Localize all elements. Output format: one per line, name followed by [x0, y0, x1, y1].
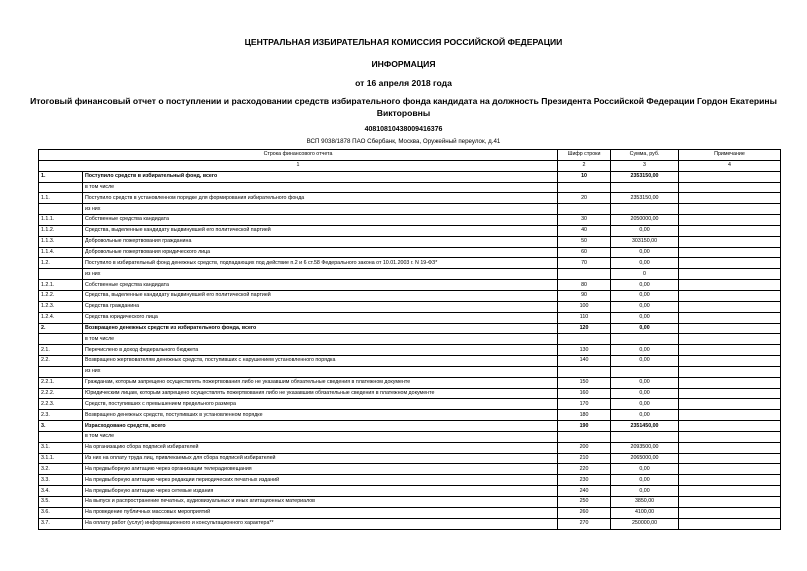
row-label: Средства, выделенные кандидату выдвинувшей его политической партией: [83, 290, 558, 301]
row-note: [679, 236, 781, 247]
row-label: Собственные средства кандидата: [83, 215, 558, 226]
table-row: [39, 269, 781, 280]
row-label: Перечислено в доход федерального бюджета: [83, 345, 558, 356]
row-amount: 0,00: [611, 247, 679, 258]
row-label: Возвращено денежных средств из избирательного фонда, всего: [83, 323, 558, 334]
row-note: [679, 388, 781, 399]
table-row: [39, 497, 781, 508]
row-code: 40: [558, 225, 611, 236]
table-row: [39, 356, 781, 367]
table-row: [39, 431, 781, 442]
account-number: 40810810438009416376: [364, 126, 443, 133]
row-amount: 303150,00: [611, 236, 679, 247]
row-code: 110: [558, 312, 611, 323]
table-row: [39, 280, 781, 291]
row-label: На проведение публичных массовых мероприятий: [83, 507, 558, 518]
row-amount: [611, 366, 679, 377]
table-row: [39, 215, 781, 226]
financial-report-table: [38, 149, 781, 530]
row-number: 1.2.2.: [39, 290, 83, 301]
row-number: 1.1.3.: [39, 236, 83, 247]
row-note: [679, 204, 781, 215]
row-amount: 0,00: [611, 410, 679, 421]
table-row: [39, 323, 781, 334]
row-number: 3.1.: [39, 442, 83, 453]
table-row: [39, 388, 781, 399]
row-amount: 2050000,00: [611, 215, 679, 226]
row-code: 240: [558, 486, 611, 497]
row-number: 3.2.: [39, 464, 83, 475]
row-number: 1.1.4.: [39, 247, 83, 258]
row-amount: [611, 182, 679, 193]
row-label: На предвыборную агитацию через организации телерадиовещания: [83, 464, 558, 475]
row-code: 70: [558, 258, 611, 269]
doc-date: от 16 апреля 2018 года: [355, 78, 452, 88]
row-label: Поступило в избирательный фонд денежных средств, подпадающих под действие п.2 и 6 ст.58 Федерального закона от 10.01.2003 г. N 19-ФЗ*: [83, 258, 558, 269]
row-number: 3.3.: [39, 475, 83, 486]
row-note: [679, 225, 781, 236]
row-amount: 0,00: [611, 258, 679, 269]
row-amount: 0,00: [611, 301, 679, 312]
row-note: [679, 442, 781, 453]
row-amount: 2351450,00: [611, 421, 679, 432]
row-note: [679, 290, 781, 301]
row-amount: 0,00: [611, 290, 679, 301]
row-code: 220: [558, 464, 611, 475]
row-note: [679, 215, 781, 226]
row-note: [679, 497, 781, 508]
row-amount: 2065000,00: [611, 453, 679, 464]
row-note: [679, 475, 781, 486]
row-code: 230: [558, 475, 611, 486]
table-row: [39, 312, 781, 323]
row-note: [679, 312, 781, 323]
bank-branch: ВСП 9038/1878 ПАО Сбербанк, Москва, Оружейный переулок, д.41: [306, 138, 501, 145]
row-number: 2.2.1.: [39, 377, 83, 388]
row-code: 190: [558, 421, 611, 432]
row-number: 3.7.: [39, 518, 83, 529]
row-note: [679, 269, 781, 280]
row-code: 140: [558, 356, 611, 367]
row-amount: 0: [611, 269, 679, 280]
row-label: Добровольные пожертвования юридического лица: [83, 247, 558, 258]
row-note: [679, 334, 781, 345]
row-label: Юридическим лицам, которым запрещено осуществлять пожертвования либо не указавшим обязательные сведения в платежном документе: [83, 388, 558, 399]
table-row: [39, 486, 781, 497]
row-number: 3.4.: [39, 486, 83, 497]
row-code: 80: [558, 280, 611, 291]
table-row: [39, 475, 781, 486]
row-label: Собственные средства кандидата: [83, 280, 558, 291]
row-amount: 0,00: [611, 377, 679, 388]
row-label: Возвращено денежных средств, поступивших в установленном порядке: [83, 410, 558, 421]
row-label: Из них на оплату труда лиц, привлекаемых для сбора подписей избирателей: [83, 453, 558, 464]
row-label: Средства юридического лица: [83, 312, 558, 323]
row-note: [679, 247, 781, 258]
table-row: [39, 366, 781, 377]
row-note: [679, 280, 781, 291]
row-label: На организацию сбора подписей избирателей: [83, 442, 558, 453]
row-number: [39, 431, 83, 442]
table-row: [39, 345, 781, 356]
row-label: из них: [83, 204, 558, 215]
row-number: 2.3.: [39, 410, 83, 421]
row-note: [679, 258, 781, 269]
row-note: [679, 518, 781, 529]
row-amount: [611, 204, 679, 215]
column-header: Примечание: [679, 150, 781, 161]
table-row: [39, 204, 781, 215]
row-note: [679, 399, 781, 410]
column-number: 2: [558, 160, 611, 171]
column-number: 1: [39, 160, 558, 171]
row-label: На предвыборную агитацию через сетевые издания: [83, 486, 558, 497]
row-note: [679, 323, 781, 334]
row-number: [39, 182, 83, 193]
row-code: 50: [558, 236, 611, 247]
column-number: 4: [679, 160, 781, 171]
row-number: [39, 366, 83, 377]
table-row: [39, 442, 781, 453]
row-note: [679, 507, 781, 518]
row-number: 3.6.: [39, 507, 83, 518]
row-amount: 0,00: [611, 486, 679, 497]
row-code: [558, 366, 611, 377]
row-label: Израсходовано средств, всего: [83, 421, 558, 432]
table-row: [39, 290, 781, 301]
table-row: [39, 464, 781, 475]
row-label: На оплату работ (услуг) информационного и консультационного характера**: [83, 518, 558, 529]
table-header-row: [39, 150, 781, 161]
row-code: 10: [558, 171, 611, 182]
table-row: [39, 236, 781, 247]
row-amount: 0,00: [611, 312, 679, 323]
report-title: Итоговый финансовый отчет о поступлении и расходовании средств избирательного фонда кандидата на должность Президента Российской Федерации Гордон Екатерины Викторовны: [30, 96, 777, 118]
row-note: [679, 410, 781, 421]
table-row: [39, 171, 781, 182]
row-note: [679, 193, 781, 204]
row-amount: 2353150,00: [611, 171, 679, 182]
row-code: 60: [558, 247, 611, 258]
row-note: [679, 301, 781, 312]
row-amount: 0,00: [611, 464, 679, 475]
row-amount: [611, 431, 679, 442]
table-row: [39, 377, 781, 388]
table-row: [39, 193, 781, 204]
row-code: 260: [558, 507, 611, 518]
row-label: Возвращено жертвователям денежных средств, поступивших с нарушением установленного порядка: [83, 356, 558, 367]
column-header: Строка финансового отчета: [39, 150, 558, 161]
row-amount: 0,00: [611, 356, 679, 367]
row-amount: 0,00: [611, 475, 679, 486]
row-number: 3.5.: [39, 497, 83, 508]
row-label: Поступило средств в избирательный фонд, всего: [83, 171, 558, 182]
row-amount: 0,00: [611, 399, 679, 410]
table-row: [39, 507, 781, 518]
row-number: 1.2.1.: [39, 280, 83, 291]
row-number: 2.: [39, 323, 83, 334]
row-number: 1.1.: [39, 193, 83, 204]
row-code: 210: [558, 453, 611, 464]
row-note: [679, 182, 781, 193]
row-label: На предвыборную агитацию через редакции периодических печатных изданий: [83, 475, 558, 486]
row-amount: 0,00: [611, 323, 679, 334]
row-label: Добровольные пожертвования гражданина: [83, 236, 558, 247]
row-label: из них: [83, 269, 558, 280]
row-code: 270: [558, 518, 611, 529]
row-number: 1.1.2.: [39, 225, 83, 236]
row-note: [679, 345, 781, 356]
row-note: [679, 421, 781, 432]
table-row: [39, 399, 781, 410]
table-row: [39, 258, 781, 269]
table-row: [39, 247, 781, 258]
row-label: в том числе: [83, 431, 558, 442]
row-code: 20: [558, 193, 611, 204]
row-number: [39, 204, 83, 215]
row-note: [679, 453, 781, 464]
row-note: [679, 464, 781, 475]
row-code: 130: [558, 345, 611, 356]
row-amount: 0,00: [611, 280, 679, 291]
row-number: 1.2.4.: [39, 312, 83, 323]
row-code: 120: [558, 323, 611, 334]
row-note: [679, 431, 781, 442]
row-label: из них: [83, 366, 558, 377]
row-amount: 0,00: [611, 225, 679, 236]
row-code: 30: [558, 215, 611, 226]
column-number-row: [39, 160, 781, 171]
row-code: 250: [558, 497, 611, 508]
table-row: [39, 453, 781, 464]
row-amount: [611, 334, 679, 345]
row-number: 2.1.: [39, 345, 83, 356]
row-code: 160: [558, 388, 611, 399]
row-number: 1.2.: [39, 258, 83, 269]
row-code: [558, 269, 611, 280]
row-amount: 2353150,00: [611, 193, 679, 204]
table-row: [39, 421, 781, 432]
row-number: 1.: [39, 171, 83, 182]
row-label: Средств, поступивших с превышением предельного размера: [83, 399, 558, 410]
row-amount: 0,00: [611, 345, 679, 356]
row-code: 150: [558, 377, 611, 388]
column-header: Сумма, руб.: [611, 150, 679, 161]
row-amount: 4100,00: [611, 507, 679, 518]
row-number: [39, 269, 83, 280]
row-number: 2.2.3.: [39, 399, 83, 410]
column-number: 3: [611, 160, 679, 171]
row-label: Поступило средств в установленном порядке для формирования избирательного фонда: [83, 193, 558, 204]
row-note: [679, 377, 781, 388]
row-number: 1.1.1.: [39, 215, 83, 226]
row-number: 2.2.: [39, 356, 83, 367]
doc-type: ИНФОРМАЦИЯ: [371, 59, 436, 69]
row-code: 170: [558, 399, 611, 410]
row-label: Средства, выделенные кандидату выдвинувшей его политической партией: [83, 225, 558, 236]
row-code: 90: [558, 290, 611, 301]
table-row: [39, 225, 781, 236]
row-label: в том числе: [83, 334, 558, 345]
row-code: 100: [558, 301, 611, 312]
row-number: [39, 334, 83, 345]
row-amount: 0,00: [611, 388, 679, 399]
row-label: Средства гражданина: [83, 301, 558, 312]
row-label: На выпуск и распространение печатных, аудиовизуальных и иных агитационных материалов: [83, 497, 558, 508]
row-note: [679, 486, 781, 497]
row-code: [558, 204, 611, 215]
table-row: [39, 182, 781, 193]
row-number: 2.2.2.: [39, 388, 83, 399]
row-amount: 250000,00: [611, 518, 679, 529]
row-number: 3.: [39, 421, 83, 432]
row-note: [679, 356, 781, 367]
row-label: Гражданам, которым запрещено осуществлять пожертвования либо не указавшим обязательные сведения в платежном документе: [83, 377, 558, 388]
table-row: [39, 410, 781, 421]
row-amount: 3850,00: [611, 497, 679, 508]
table-row: [39, 518, 781, 529]
row-code: [558, 334, 611, 345]
org-title: ЦЕНТРАЛЬНАЯ ИЗБИРАТЕЛЬНАЯ КОМИССИЯ РОССИЙСКОЙ ФЕДЕРАЦИИ: [244, 37, 563, 47]
column-header: Шифр строки: [558, 150, 611, 161]
row-number: 3.1.1.: [39, 453, 83, 464]
row-amount: 2093500,00: [611, 442, 679, 453]
row-code: 180: [558, 410, 611, 421]
row-code: 200: [558, 442, 611, 453]
table-row: [39, 334, 781, 345]
row-number: 1.2.3.: [39, 301, 83, 312]
row-note: [679, 171, 781, 182]
row-label: в том числе: [83, 182, 558, 193]
row-code: [558, 431, 611, 442]
row-code: [558, 182, 611, 193]
table-row: [39, 301, 781, 312]
row-note: [679, 366, 781, 377]
